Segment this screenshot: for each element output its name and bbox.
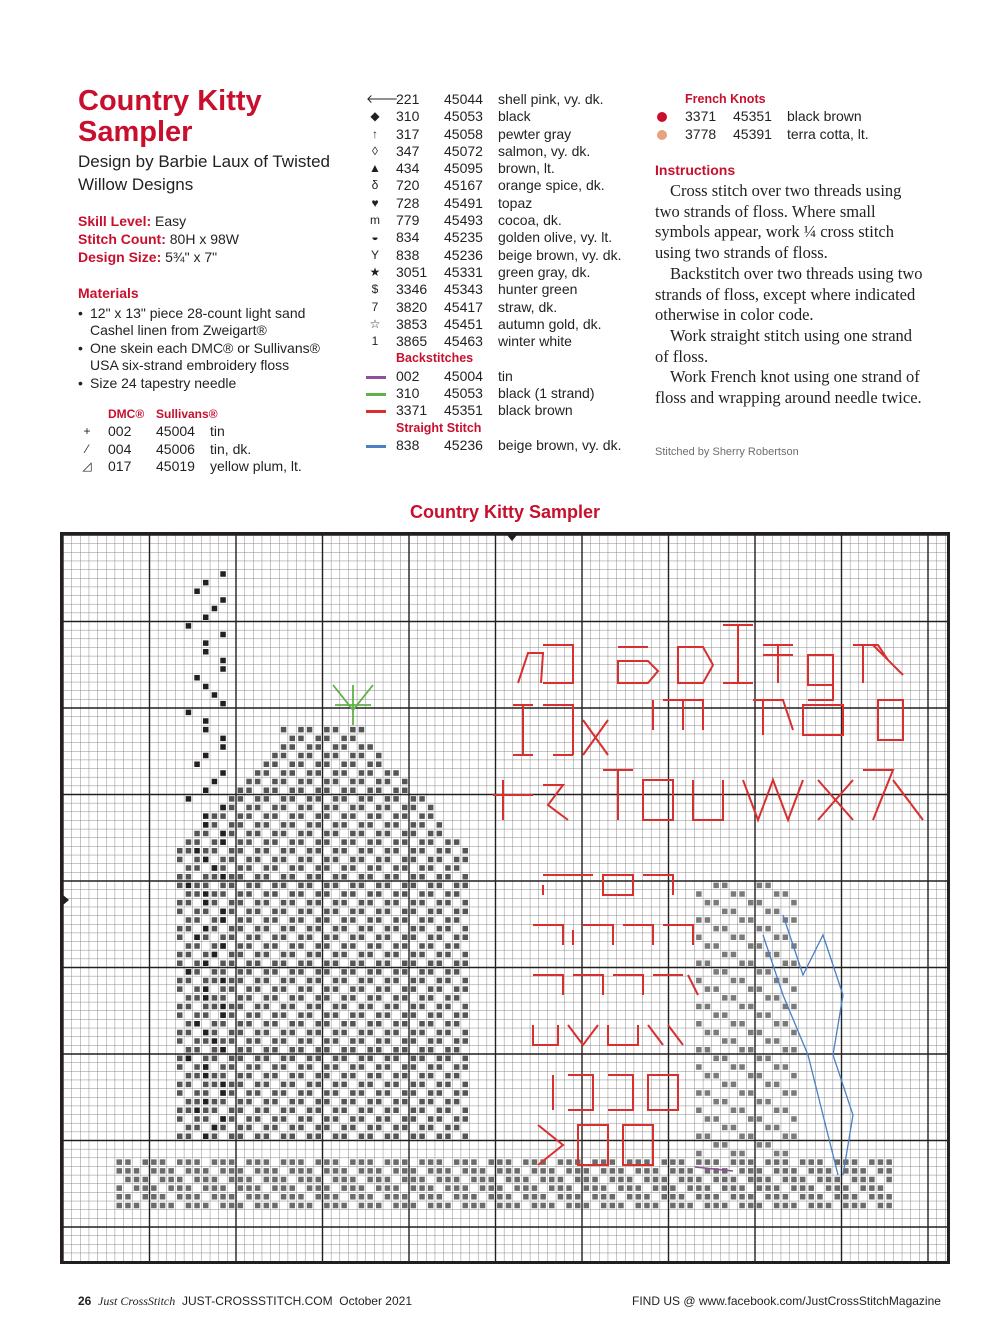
center-marker-left-icon [63,895,69,905]
color-name: winter white [498,333,572,350]
dmc-number: 310 [396,385,420,402]
dmc-number: 720 [396,177,420,194]
color-name: yellow plum, lt. [210,457,302,474]
color-name: cocoa, dk. [498,212,562,229]
floss-row [366,247,646,264]
floss-row [366,333,646,350]
color-name: black brown [787,108,862,125]
floss-symbol-icon: ◊ [372,143,378,158]
instructions-section [655,162,925,409]
dmc-number: 3853 [396,315,428,332]
sullivans-number: 45004 [156,423,195,440]
floss-symbol-icon: 🡐 [366,92,399,106]
color-name: tin [210,423,225,440]
color-name: salmon, vy. dk. [498,142,591,159]
dmc-number: 434 [396,160,420,177]
sullivans-number: 45417 [444,298,483,315]
floss-row [366,91,646,108]
sullivans-number: 45463 [444,333,483,350]
materials-item: • 12" x 13" piece 28-count light sand Cashel linen from Zweigart® [78,305,338,340]
footer-left [78,1294,412,1309]
dmc-number: 310 [396,108,420,125]
sullivans-number: 45058 [444,125,483,142]
floss-row [366,299,646,316]
floss-row [366,143,646,160]
green-backstitch-whiskers [333,685,373,725]
chart-major-grid-lines [63,535,947,1261]
floss-row [366,281,646,298]
alphabet-backstitch [723,625,753,683]
dmc-number: 3371 [685,108,717,125]
alphabet-backstitch [538,1125,653,1165]
sullivans-number: 45006 [156,440,195,457]
floss-row [366,108,646,125]
floss-row [366,177,646,194]
instruction-paragraph: Backstitch over two threads using two strands of floss, except where indicated otherwise in color code. [655,263,923,325]
dmc-number: 838 [396,436,420,453]
project-specs [78,212,239,266]
skill-level-label: Skill Level: [78,213,152,229]
sullivans-number: 45331 [444,263,483,280]
sullivans-number: 45235 [444,229,483,246]
dmc-number: 317 [396,125,420,142]
dmc-number: 004 [108,440,132,457]
cross-stitch-chart [60,532,950,1264]
materials-list [78,305,338,393]
chart-title: Country Kitty Sampler [409,502,601,522]
dmc-header: DMC® [108,407,145,421]
sullivans-number: 45072 [444,142,483,159]
color-name: pewter gray [498,125,572,142]
color-name: black (1 strand) [498,385,595,402]
sullivans-number: 45236 [444,246,483,263]
sullivans-number: 45391 [733,125,772,142]
straight-stitch-heading: Straight Stitch [396,420,482,435]
dmc-number: 3051 [396,263,428,280]
sullivans-header: Sullivans® [156,407,218,421]
floss-key-middle [366,91,646,454]
design-size-value: 5¾" x 7" [165,249,218,265]
alphabet-backstitch [553,1075,678,1110]
chart-grid-lines [63,535,947,1261]
color-name: terra cotta, lt. [787,125,869,142]
dmc-number: 017 [108,457,132,474]
floss-symbol-icon: ★ [369,264,381,279]
floss-symbol-icon: 1 [371,334,379,349]
color-name: beige brown, vy. dk. [498,436,622,453]
alphabet-backstitch [763,645,793,683]
sullivans-number: 45167 [444,177,483,194]
floss-row [78,458,338,475]
floss-symbol-icon: ♥ [371,195,379,210]
color-name: black [498,108,531,125]
instruction-paragraph: Work straight stitch using one strand of floss. [655,325,913,366]
sullivans-number: 45019 [156,457,195,474]
color-name: straw, dk. [498,298,558,315]
materials-item: • One skein each DMC® or Sullivans® USA six-strand embroidery floss [78,340,338,375]
french-knots-key [655,91,935,143]
floss-symbol-icon: ⁄ [85,441,88,456]
page-title: Country Kitty Sampler [78,85,262,148]
sullivans-number: 45491 [444,194,483,211]
page-number: 26 [78,1294,92,1308]
floss-row [78,441,338,458]
color-name: autumn gold, dk. [498,315,602,332]
floss-row [366,160,646,177]
floss-symbol-icon: ◆ [370,109,380,124]
floss-row [655,108,935,125]
color-name: tin, dk. [210,440,252,457]
floss-symbol-icon: ↑ [372,126,378,141]
floss-symbol-icon: Y [370,247,379,262]
sullivans-number: 45451 [444,315,483,332]
color-name: hunter green [498,281,578,298]
color-name: green gray, dk. [498,263,591,280]
floss-symbol-icon: ◒ [371,230,379,245]
materials-item: • Size 24 tapestry needle [78,375,338,393]
dmc-number: 221 [396,91,420,107]
center-marker-top-icon [507,535,517,541]
instructions-heading: Instructions [655,162,736,178]
sullivans-number: 45351 [733,108,772,125]
alphabet-backstitch [853,645,903,683]
dmc-number: 002 [108,423,132,440]
color-name: black brown [498,402,573,419]
sullivans-number: 45493 [444,212,483,229]
floss-row [78,423,338,440]
floss-symbol-icon: m [370,213,380,228]
floss-key-left [78,406,338,475]
french-knot-icon [657,112,667,122]
floss-symbol-icon: ◿ [82,458,92,473]
sullivans-number: 45343 [444,281,483,298]
instruction-paragraph: Work French knot using one strand of floss and wrapping around needle twice. [655,367,922,408]
stitch-line-icon [366,376,386,379]
materials-section [78,285,338,392]
floss-row [366,368,646,385]
chart-grid-svg [63,535,947,1261]
floss-symbol-icon: ☆ [369,316,381,331]
french-knots-heading: French Knots [685,92,766,106]
floss-symbol-icon: δ [371,178,379,193]
sullivans-number: 45095 [444,160,483,177]
issue-date: October 2021 [339,1294,412,1308]
alphabet-backstitch [543,705,608,755]
floss-symbol-icon: ▲ [369,161,381,176]
floss-symbol-icon: $ [371,282,379,297]
floss-row [366,437,646,454]
alphabet-backstitch [753,700,793,735]
dmc-number: 779 [396,212,420,229]
backstitches-heading: Backstitches [396,351,474,366]
sullivans-number: 45351 [444,402,483,419]
color-name: topaz [498,194,533,211]
floss-row [366,212,646,229]
dmc-number: 838 [396,246,420,263]
floss-symbol-icon: + [83,424,91,439]
footer-social: FIND US @ www.facebook.com/JustCrossStitchMagazine [632,1294,941,1308]
color-name: beige brown, vy. dk. [498,246,622,263]
sullivans-number: 45053 [444,108,483,125]
dmc-number: 347 [396,142,420,159]
floss-row [655,126,935,143]
sullivans-number: 45236 [444,436,483,453]
dmc-number: 3820 [396,298,428,315]
instruction-paragraph: Cross stitch over two threads using two strands of floss. Where small symbols appear, work ¼ cross stitch using two strands of floss. [655,181,902,263]
color-name: brown, lt. [498,160,555,177]
dmc-number: 834 [396,229,420,246]
floss-row [366,264,646,281]
dmc-number: 3346 [396,281,428,298]
design-size-label: Design Size: [78,249,162,265]
floss-row [366,229,646,246]
stitch-count-label: Stitch Count: [78,231,166,247]
website: JUST-CROSSSTITCH.COM [181,1294,333,1308]
stitch-count-value: 80H x 98W [169,231,240,247]
stitch-line-icon [366,410,386,413]
dmc-number: 002 [396,367,420,384]
floss-row [366,385,646,402]
floss-row [366,126,646,143]
color-name: golden olive, vy. lt. [498,229,613,246]
dmc-number: 3778 [685,125,717,142]
floss-row [366,402,646,419]
floss-row [366,195,646,212]
color-name: orange spice, dk. [498,177,605,194]
magazine-name: Just CrossStitch [98,1294,176,1308]
stitch-line-icon [366,393,386,396]
dmc-number: 728 [396,194,420,211]
alphabet-backstitch [808,655,833,700]
dmc-number: 3865 [396,333,428,350]
dmc-number: 3371 [396,402,428,419]
sullivans-number: 45004 [444,367,483,384]
french-knot-icon [657,130,667,140]
floss-row [366,316,646,333]
materials-heading: Materials [78,285,139,301]
stitch-line-icon [366,445,386,448]
stitched-by-credit: Stitched by Sherry Robertson [655,446,799,458]
sullivans-number: 45053 [444,385,483,402]
skill-level-value: Easy [155,213,187,229]
floss-symbol-icon: 7 [371,299,379,314]
color-name: shell pink, vy. dk. [498,91,604,107]
color-name: tin [498,367,513,384]
sullivans-number: 45044 [444,91,483,107]
designer-byline: Design by Barbie Laux of Twisted Willow Designs [78,152,330,194]
